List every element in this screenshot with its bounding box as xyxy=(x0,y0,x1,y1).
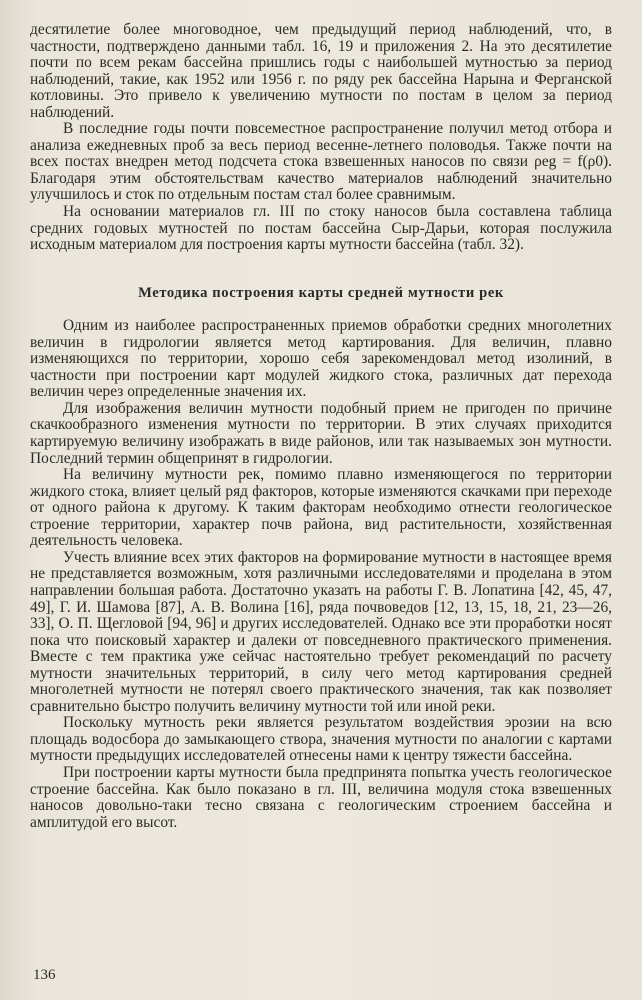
paragraph: Учесть влияние всех этих факторов на формирование мутности в настоящее время не представляется возможным, хотя различными исследователями и проделана в этом направлении большая работа. Достаточно указать на работы Г. В. Лопатина [42, 45, 47, 49], Г. И. Шамова [87], А. В. Волина [16], ряда почвоведов [12, 13, 15, 18, 21, 23—26, 33], О. П. Щегловой [94, 96] и других исследователей. Однако все эти проработки носят пока что поисковый характер и далеки от повседневного практического применения. Вместе с тем практика уже сейчас настоятельно требует рекомендаций по расчету мутности значительных территорий, в силу чего метод картирования средней многолетней мутности не потерял своего практического значения, так как позволяет сравнительно быстро получить величину мутности той или иной реки. xyxy=(30,548,612,715)
body-text xyxy=(30,22,612,831)
paragraph: На величину мутности рек, помимо плавно изменяющегося по территории жидкого стока, влияет целый ряд факторов, которые изменяются скачками при переходе от одного района к другому. К таким факторам необходимо отнести геологическое строение территории, характер почв района, вид растительности, хозяйственная деятельность человека. xyxy=(30,466,612,550)
paragraph: десятилетие более многоводное, чем предыдущий период наблюдений, что, в частности, подтверждено данными табл. 16, 19 и приложения 2. На это десятилетие почти по всем рекам бассейна пришлись годы с наибольшей мутностью за период наблюдений, такие, как 1952 или 1956 г. по ряду рек бассейна Нарына и Ферганской котловины. Это привело к увеличению мутности по постам в целом за период наблюдений. xyxy=(30,21,612,121)
page-number: 136 xyxy=(33,967,56,983)
paragraph: Поскольку мутность реки является результатом воздействия эрозии на всю площадь водосбора до замыкающего створа, значения мутности по аналогии с картами мутности предыдущих исследователей отнесены нами к центру тяжести бассейна. xyxy=(30,714,612,765)
paragraph: Одним из наиболее распространенных приемов обработки средних многолетних величин в гидрологии является метод картирования. Для величин, плавно изменяющихся по территории, хорошо себя зарекомендовал метод изолиний, в частности при построении карт модулей жидкого стока, различных дат перехода величин через определенные значения их. xyxy=(30,317,612,401)
section-heading: Методика построения карты средней мутности рек xyxy=(138,284,504,301)
paragraph: В последние годы почти повсеместное распространение получил метод отбора и анализа ежедневных проб за весь период весенне-летнего половодья. Также почти на всех постах внедрен метод подсчета стока взвешенных наносов по связи ρeg = f(ρ0). Благодаря этим обстоятельствам качество материалов наблюдений значительно улучшилось и сток по отдельным постам стал более сравнимым. xyxy=(30,120,612,204)
paragraph: При построении карты мутности была предпринята попытка учесть геологическое строение бассейна. Как было показано в гл. III, величина модуля стока взвешенных наносов довольно-таки тесно связана с геологическим строением бассейна и амплитудой его высот. xyxy=(30,763,612,831)
paragraph: На основании материалов гл. III по стоку наносов была составлена таблица средних годовых мутностей по постам бассейна Сыр-Дарьи, которая послужила исходным материалом для построения карты мутности бассейна (табл. 32). xyxy=(30,203,612,254)
paragraph: Для изображения величин мутности подобный прием не пригоден по причине скачкообразного изменения мутности по территории. В этих случаях приходится картируемую величину изображать в виде районов, или так называемых зон мутности. Последний термин общепринят в гидрологии. xyxy=(30,399,612,467)
